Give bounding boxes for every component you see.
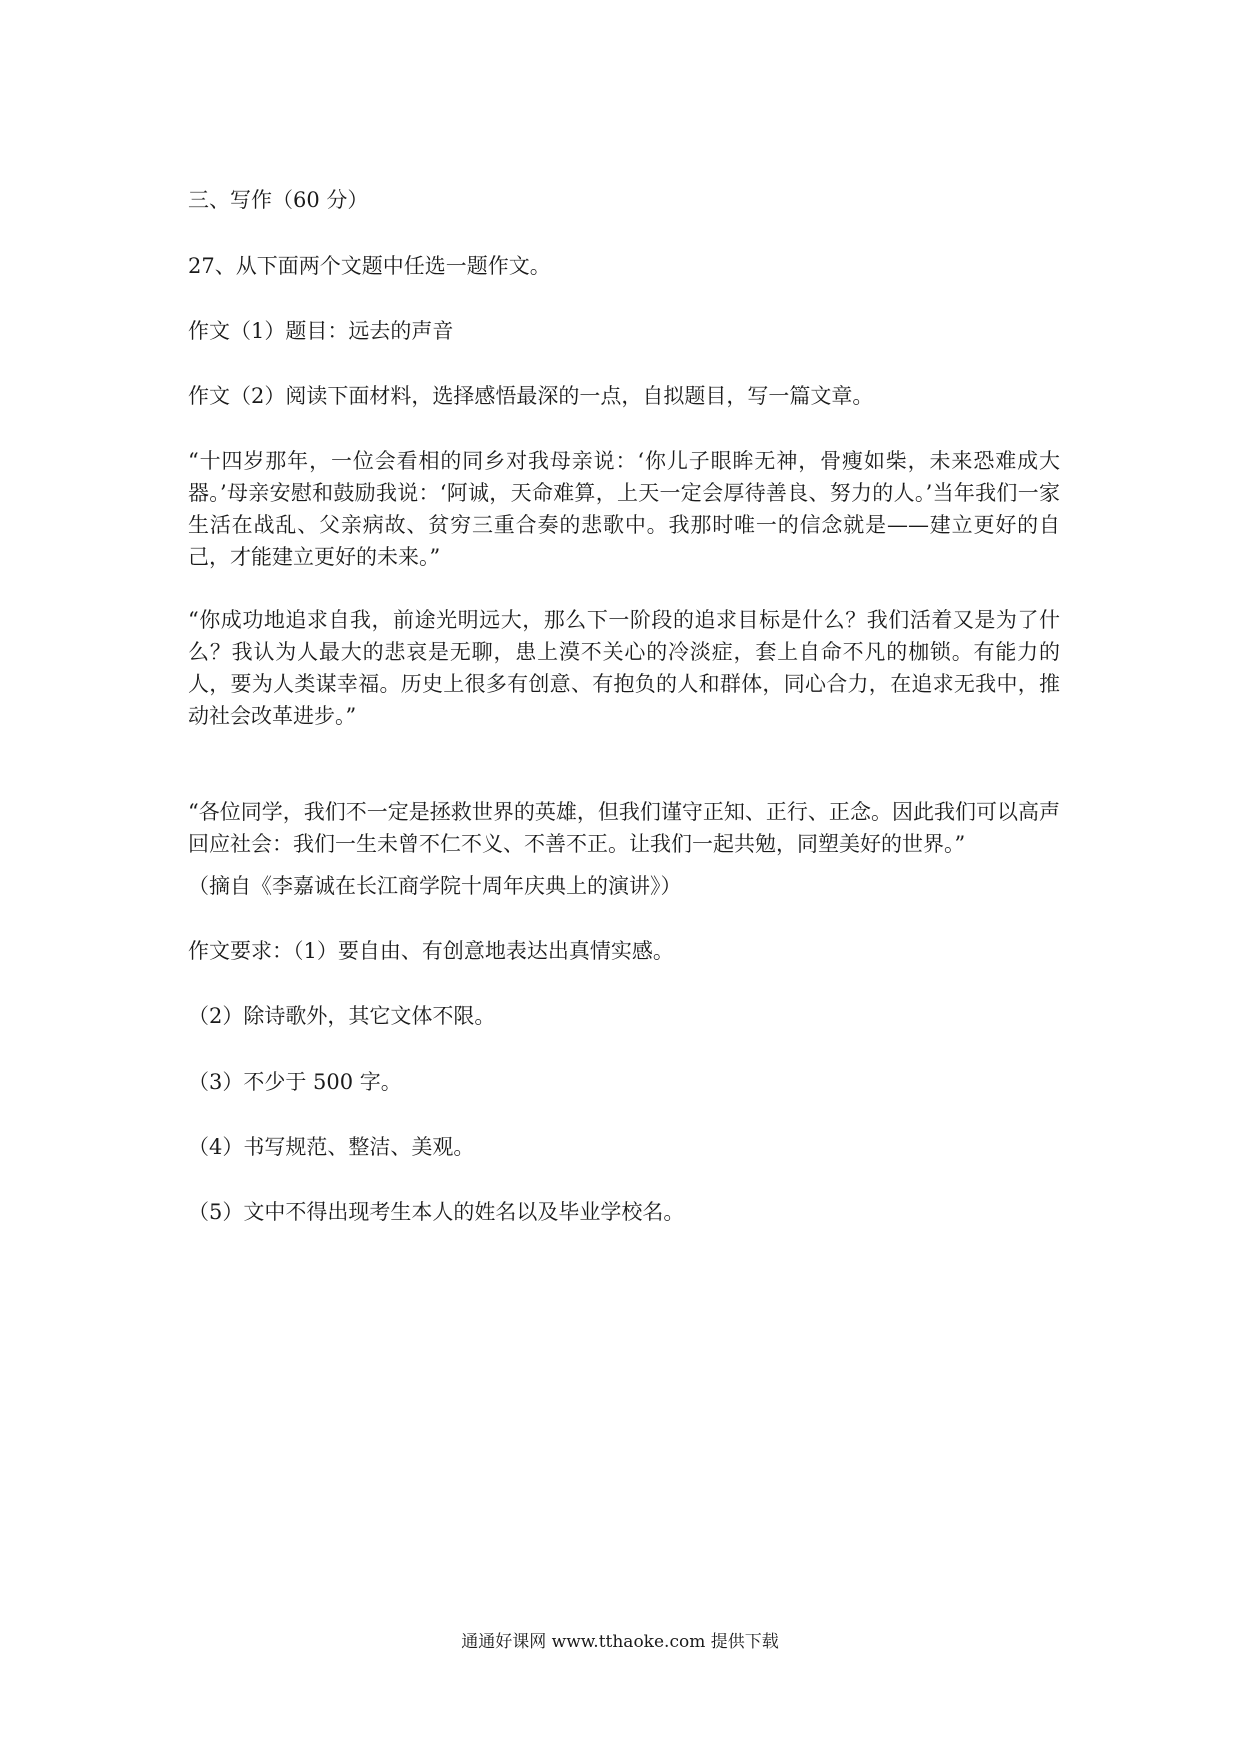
section-title: 三、写作（60 分） (188, 188, 369, 212)
requirement-1: 作文要求：（1）要自由、有创意地表达出真情实感。 (188, 939, 674, 963)
requirement-4: （4）书写规范、整洁、美观。 (188, 1135, 475, 1159)
material-paragraph-1: “十四岁那年，一位会看相的同乡对我母亲说：‘你儿子眼眸无神，骨瘦如柴，未来恐难成大器。’母亲安慰和鼓励我说：‘阿诚，天命难算，上天一定会厚待善良、努力的人。’当年我们一家生活在战乱、父亲病故、贫穷三重合奏的悲歌中。我那时唯一的信念就是——建立更好的自己，才能建立更好的未来。” (188, 449, 1060, 569)
question-prompt: 27、从下面两个文题中任选一题作文。 (188, 254, 551, 278)
requirement-3: （3）不少于 500 字。 (188, 1070, 402, 1094)
essay-option-2: 作文（2）阅读下面材料，选择感悟最深的一点，自拟题目，写一篇文章。 (188, 384, 874, 408)
material-paragraph-2: “你成功地追求自我，前途光明远大，那么下一阶段的追求目标是什么？我们活着又是为了什么？我认为人最大的悲哀是无聊，患上漠不关心的冷淡症，套上自命不凡的枷锁。有能力的人，要为人类谋幸福。历史上很多有创意、有抱负的人和群体，同心合力，在追求无我中，推动社会改革进步。” (188, 608, 1060, 728)
page-footer: 通通好课网 www.tthaoke.com 提供下载 (461, 1632, 779, 1652)
material-paragraph-3: “各位同学，我们不一定是拯救世界的英雄，但我们谨守正知、正行、正念。因此我们可以高声回应社会：我们一生未曾不仁不义、不善不正。让我们一起共勉，同塑美好的世界。” (188, 800, 1060, 856)
requirement-5: （5）文中不得出现考生本人的姓名以及毕业学校名。 (188, 1200, 685, 1224)
essay-option-1: 作文（1）题目：远去的声音 (188, 319, 454, 343)
material-source: （摘自《李嘉诚在长江商学院十周年庆典上的演讲》） (188, 874, 682, 898)
requirement-2: （2）除诗歌外，其它文体不限。 (188, 1004, 496, 1028)
